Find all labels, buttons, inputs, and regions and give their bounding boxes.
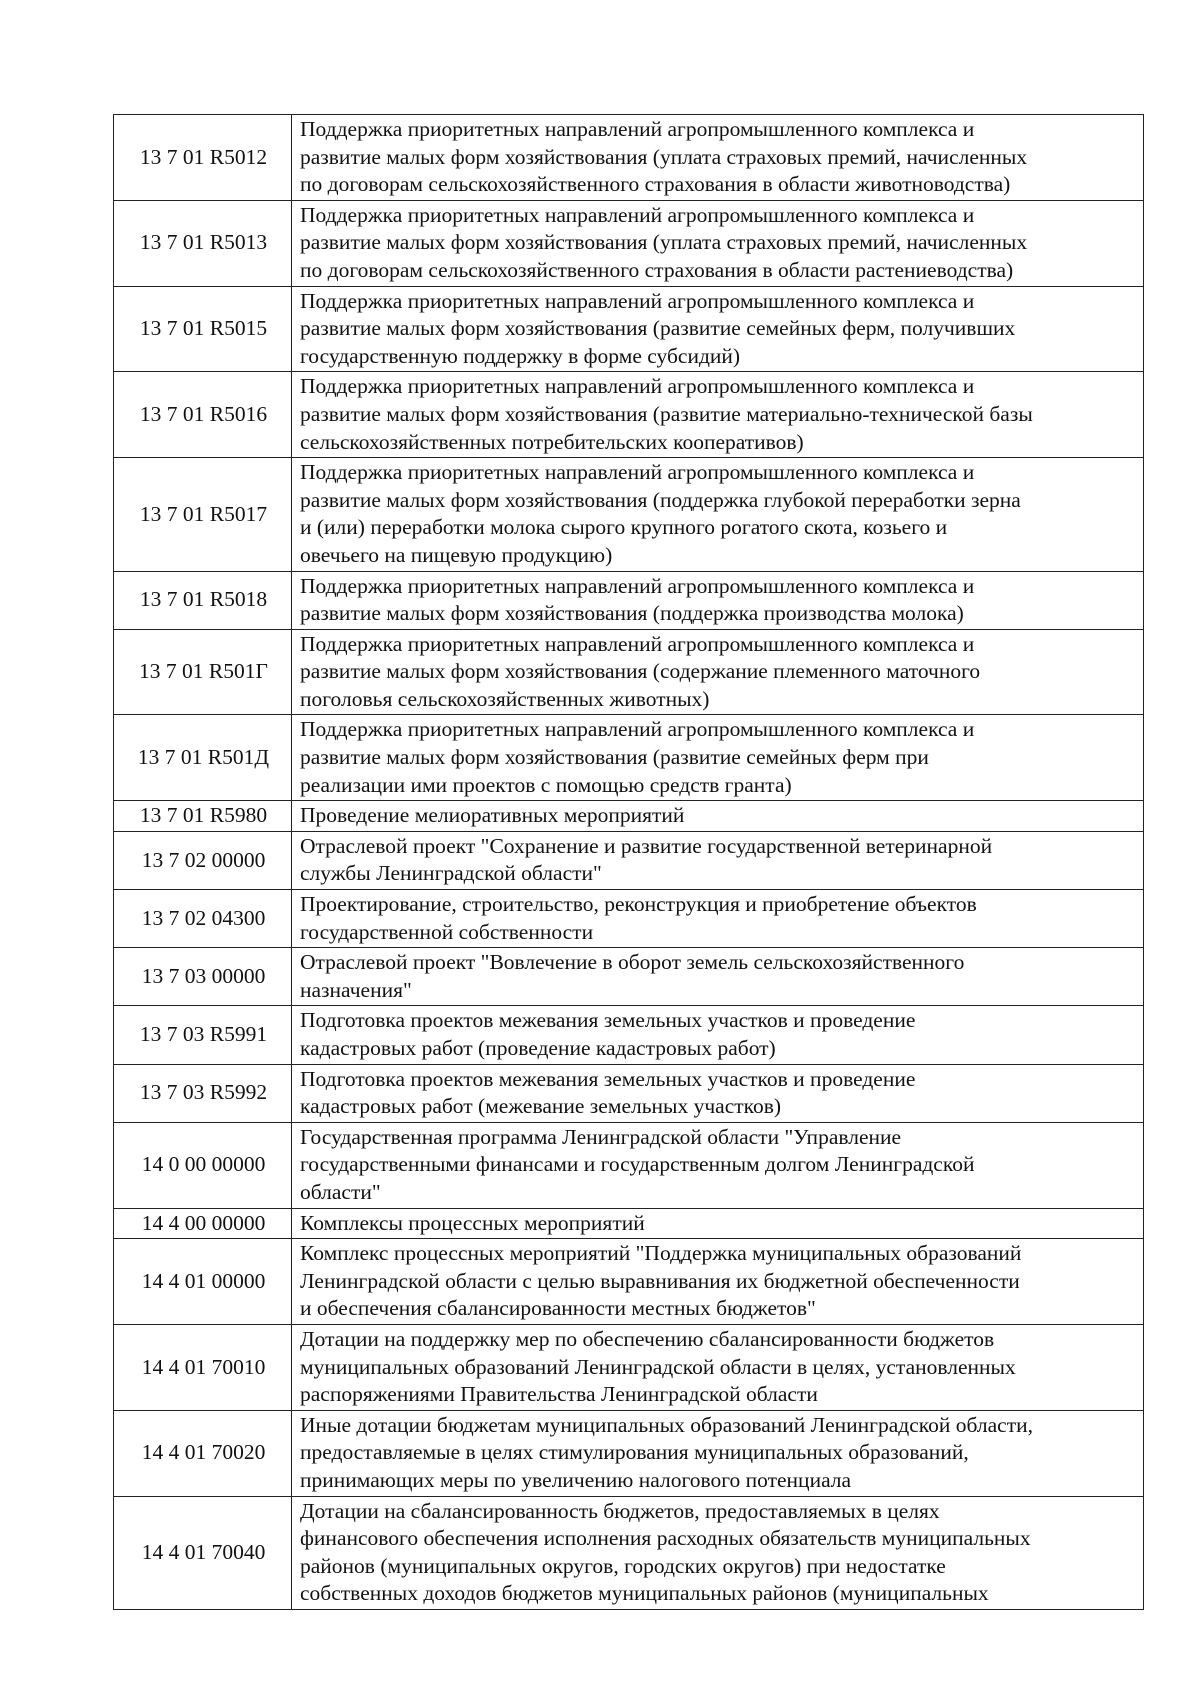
table-row xyxy=(114,571,1144,629)
row-description: Поддержка приоритетных направлений агропромышленного комплекса и развитие малых форм хозяйствования (содержание племенного маточного поголовья сельскохозяйственных животных) xyxy=(292,629,1144,715)
table-row xyxy=(114,115,1144,201)
row-code: 13 7 01 R5012 xyxy=(114,115,292,201)
row-code: 13 7 01 R501Д xyxy=(114,715,292,801)
row-description: Подготовка проектов межевания земельных участков и проведение кадастровых работ (межевание земельных участков) xyxy=(292,1064,1144,1122)
row-code: 13 7 01 R5017 xyxy=(114,458,292,571)
row-description: Дотации на поддержку мер по обеспечению сбалансированности бюджетов муниципальных образований Ленинградской области в целях, установленных распоряжениями Правительства Ленинградской области xyxy=(292,1324,1144,1410)
row-code: 13 7 02 00000 xyxy=(114,831,292,889)
row-description: Проектирование, строительство, реконструкция и приобретение объектов государственной собственности xyxy=(292,890,1144,948)
table-row xyxy=(114,372,1144,458)
row-description: Поддержка приоритетных направлений агропромышленного комплекса и развитие малых форм хозяйствования (развитие семейных ферм, получивших государственную поддержку в форме субсидий) xyxy=(292,286,1144,372)
table-row xyxy=(114,890,1144,948)
table-row xyxy=(114,948,1144,1006)
row-code: 14 4 01 70020 xyxy=(114,1410,292,1496)
row-description: Поддержка приоритетных направлений агропромышленного комплекса и развитие малых форм хозяйствования (уплата страховых премий, начисленных по договорам сельскохозяйственного страхования в области растениеводства) xyxy=(292,200,1144,286)
row-code: 13 7 01 R5018 xyxy=(114,571,292,629)
table-row xyxy=(114,286,1144,372)
row-code: 14 4 00 00000 xyxy=(114,1208,292,1239)
table-row xyxy=(114,831,1144,889)
row-description: Поддержка приоритетных направлений агропромышленного комплекса и развитие малых форм хозяйствования (развитие материально-технической базы сельскохозяйственных потребительских кооперативов) xyxy=(292,372,1144,458)
row-description: Комплексы процессных мероприятий xyxy=(292,1208,1144,1239)
row-code: 13 7 02 04300 xyxy=(114,890,292,948)
row-code: 14 4 01 70010 xyxy=(114,1324,292,1410)
row-description: Поддержка приоритетных направлений агропромышленного комплекса и развитие малых форм хозяйствования (поддержка производства молока) xyxy=(292,571,1144,629)
row-description: Подготовка проектов межевания земельных участков и проведение кадастровых работ (проведение кадастровых работ) xyxy=(292,1006,1144,1064)
row-code: 13 7 01 R501Г xyxy=(114,629,292,715)
row-description: Отраслевой проект "Сохранение и развитие государственной ветеринарной службы Ленинградской области" xyxy=(292,831,1144,889)
row-code: 13 7 01 R5013 xyxy=(114,200,292,286)
row-description: Поддержка приоритетных направлений агропромышленного комплекса и развитие малых форм хозяйствования (развитие семейных ферм при реализации ими проектов с помощью средств гранта) xyxy=(292,715,1144,801)
budget-classification-table xyxy=(113,114,1144,1610)
row-code: 13 7 03 R5992 xyxy=(114,1064,292,1122)
table-row xyxy=(114,801,1144,832)
row-description: Отраслевой проект "Вовлечение в оборот земель сельскохозяйственного назначения" xyxy=(292,948,1144,1006)
row-code: 14 0 00 00000 xyxy=(114,1122,292,1208)
row-description: Поддержка приоритетных направлений агропромышленного комплекса и развитие малых форм хозяйствования (уплата страховых премий, начисленных по договорам сельскохозяйственного страхования в области животноводства) xyxy=(292,115,1144,201)
table-row xyxy=(114,1122,1144,1208)
table-body xyxy=(114,115,1144,1610)
table-row xyxy=(114,1006,1144,1064)
table-row xyxy=(114,715,1144,801)
row-description: Государственная программа Ленинградской области "Управление государственными финансами и государственным долгом Ленинградской области" xyxy=(292,1122,1144,1208)
table-row xyxy=(114,458,1144,571)
row-code: 13 7 01 R5980 xyxy=(114,801,292,832)
row-description: Иные дотации бюджетам муниципальных образований Ленинградской области, предоставляемые в целях стимулирования муниципальных образований, принимающих меры по увеличению налогового потенциала xyxy=(292,1410,1144,1496)
table-row xyxy=(114,1064,1144,1122)
row-code: 13 7 01 R5015 xyxy=(114,286,292,372)
table-row xyxy=(114,1410,1144,1496)
row-code: 13 7 01 R5016 xyxy=(114,372,292,458)
row-code: 14 4 01 00000 xyxy=(114,1239,292,1325)
table-row xyxy=(114,629,1144,715)
table-row xyxy=(114,1496,1144,1609)
row-code: 13 7 03 00000 xyxy=(114,948,292,1006)
row-description: Проведение мелиоративных мероприятий xyxy=(292,801,1144,832)
row-description: Дотации на сбалансированность бюджетов, предоставляемых в целях финансового обеспечения исполнения расходных обязательств муниципальных районов (муниципальных округов, городских округов) при недостатке собственных доходов бюджетов муниципальных районов (муниципальных xyxy=(292,1496,1144,1609)
row-code: 14 4 01 70040 xyxy=(114,1496,292,1609)
table-row xyxy=(114,1239,1144,1325)
row-code: 13 7 03 R5991 xyxy=(114,1006,292,1064)
table-row xyxy=(114,1208,1144,1239)
table-row xyxy=(114,200,1144,286)
row-description: Комплекс процессных мероприятий "Поддержка муниципальных образований Ленинградской области с целью выравнивания их бюджетной обеспеченности и обеспечения сбалансированности местных бюджетов" xyxy=(292,1239,1144,1325)
row-description: Поддержка приоритетных направлений агропромышленного комплекса и развитие малых форм хозяйствования (поддержка глубокой переработки зерна и (или) переработки молока сырого крупного рогатого скота, козьего и овечьего на пищевую продукцию) xyxy=(292,458,1144,571)
table-row xyxy=(114,1324,1144,1410)
